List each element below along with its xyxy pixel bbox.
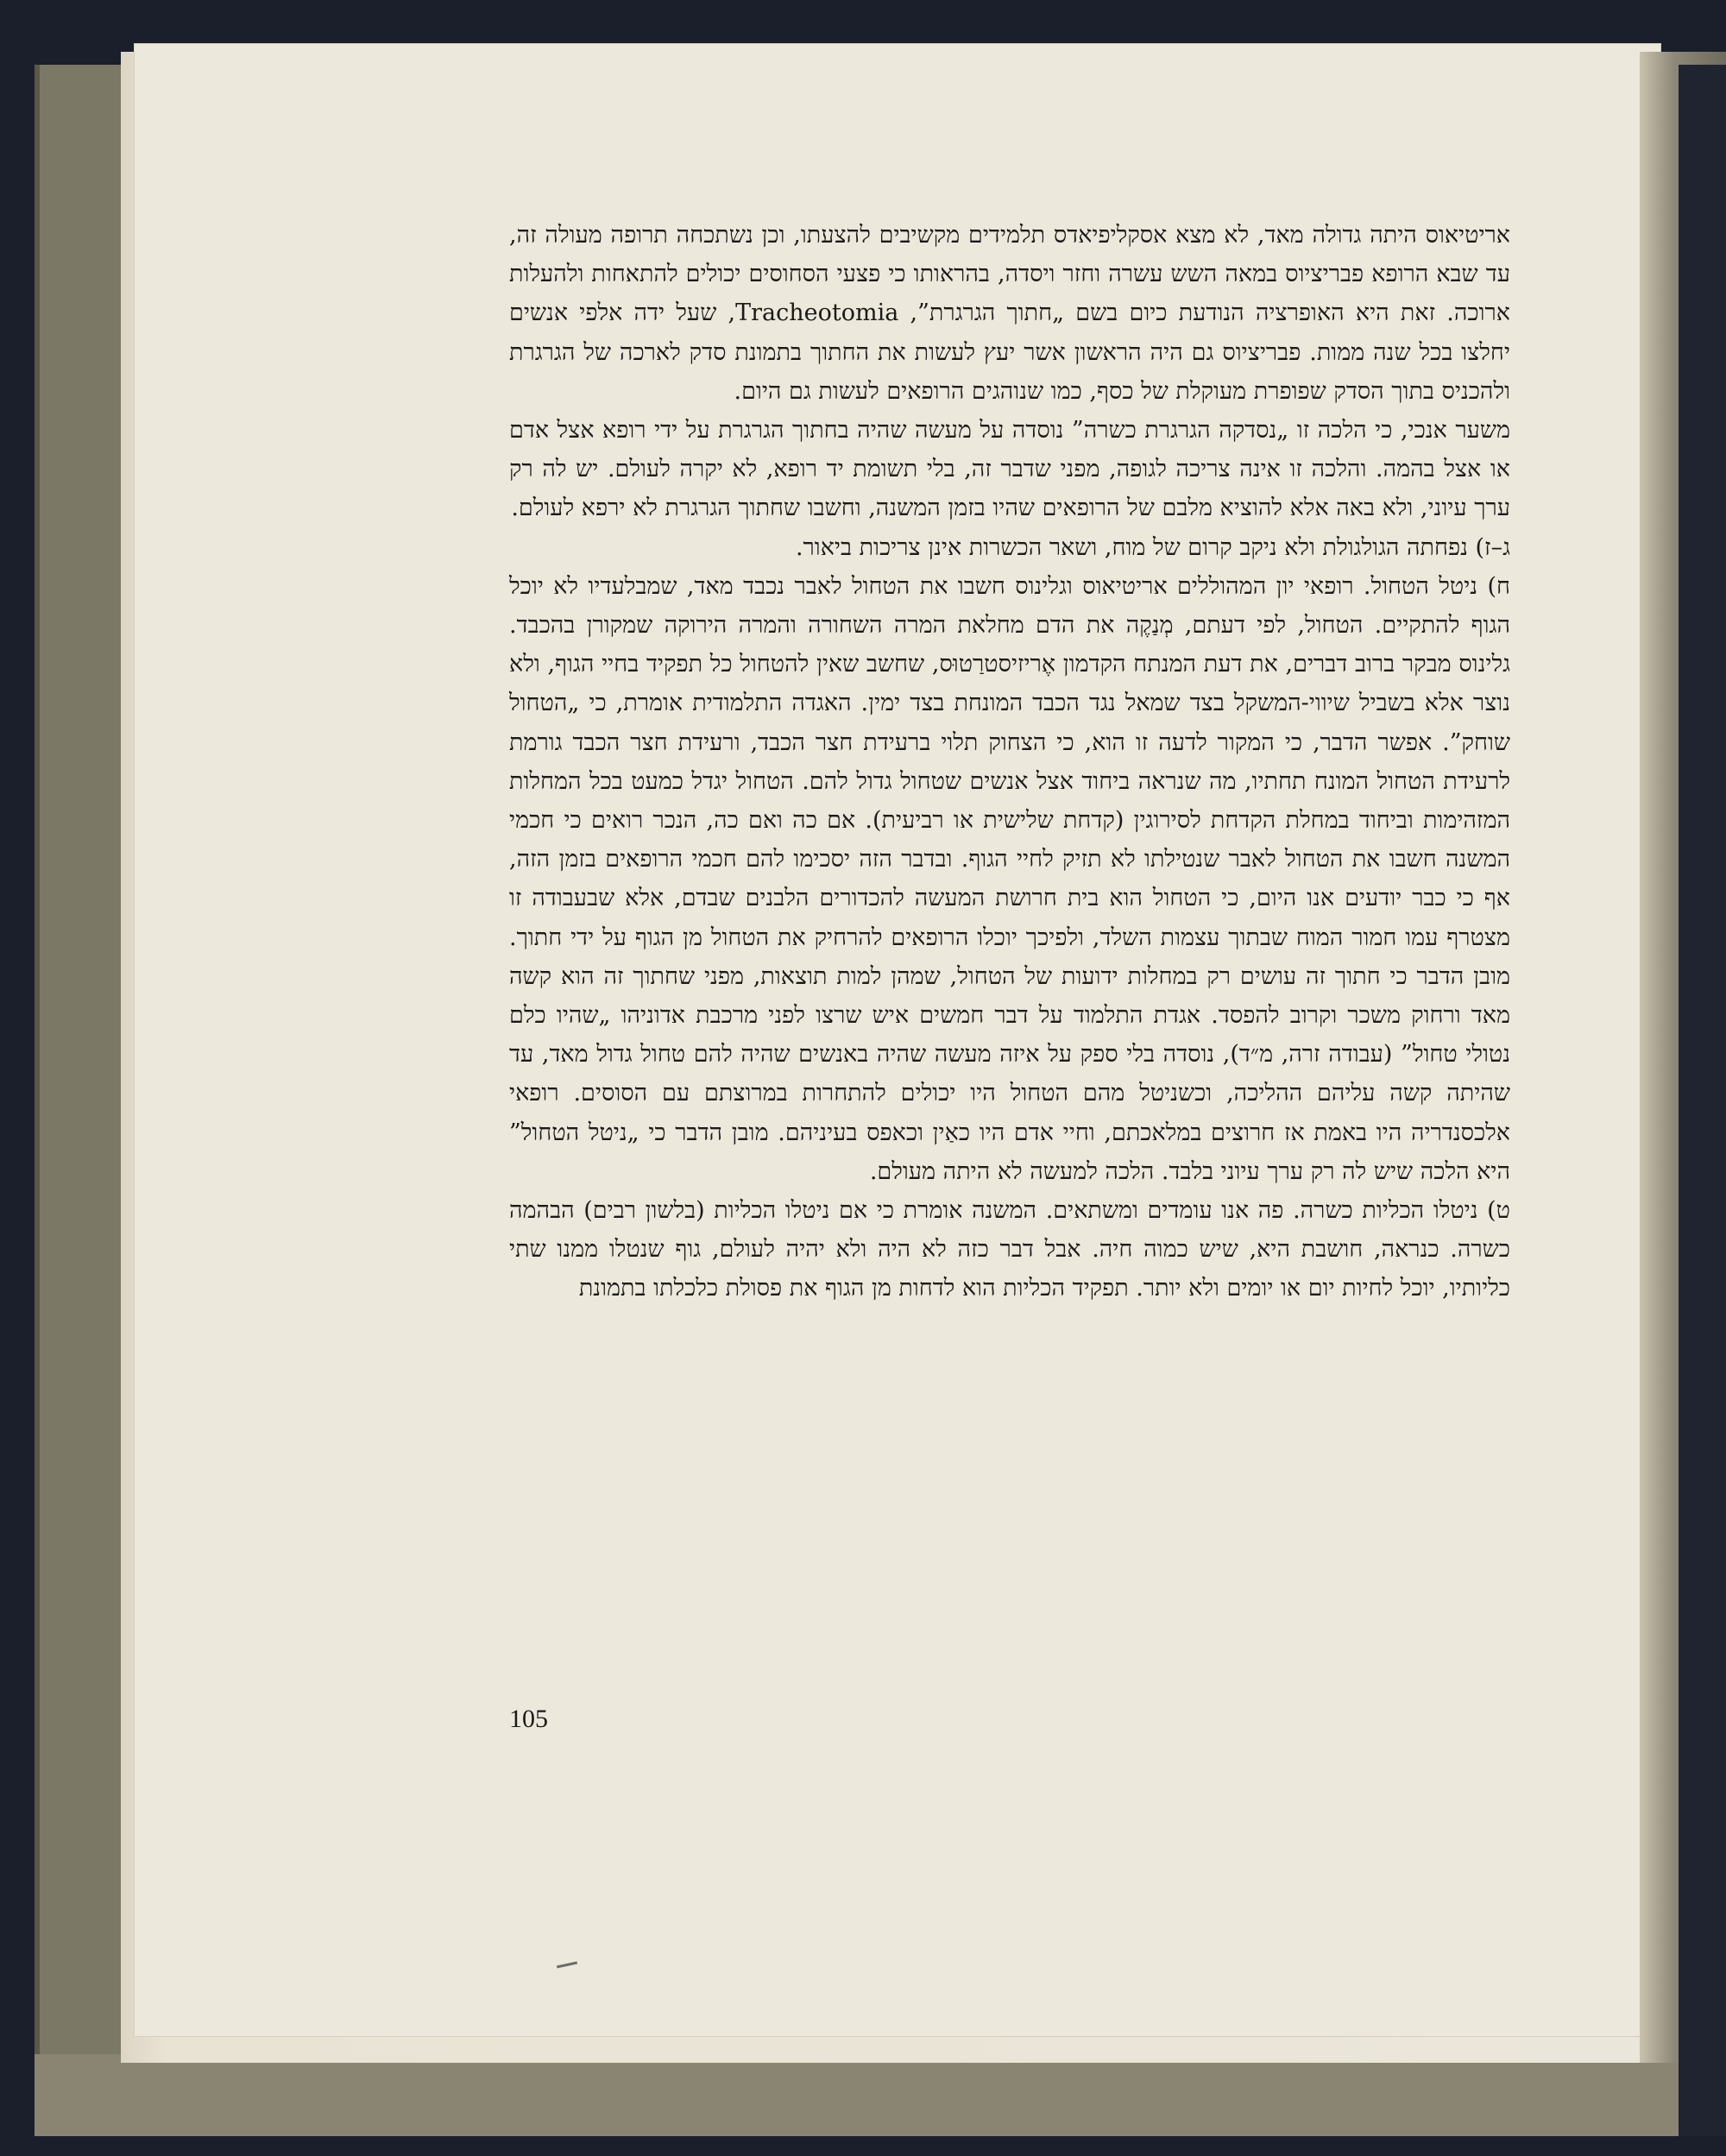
paragraph-5: ט) ניטלו הכליות כשרה. פה אנו עומדים ומשתאים. המשנה אומרת כי אם ניטלו הכליות (בלשון רבים) הבהמה כשרה. כנראה, חושבת היא, שיש כמוה חיה. אבל דבר כזה לא היה ולא יהיה לעולם, גוף שנטלו ממנו שתי כליותיו, יוכל לחיות יום או יומים ולא יותר. תפקיד הכליות הוא לדחות מן הגוף את פסולת כלכלתו בתמונת — [509, 1197, 1510, 1302]
right-cover-edge — [1679, 65, 1726, 2136]
paragraph-4: ח) ניטל הטחול. רופאי יון המהוללים אריטיאוס וגלינוס חשבו את הטחול לאבר נכבד מאד, שמבלעדיו לא יוכל הגוף להתקיים. הטחול, לפי דעתם, מְנַקֶה את הדם מחלאת המרה השחורה והמרה הירוקה שמקורן בהכבד. גלינוס מבקר ברוב דברים, את דעת המנתח הקדמון אֶריזיסטרַטוּס, שחשב שאין להטחול כל תפקיד בחיי הגוף, ולא נוצר אלא בשביל שיווי-המשקל בצד שמאל נגד הכבד המונחת בצד ימין. האגדה התלמודית אומרת, כי „הטחול שוחק”. אפשר הדבר, כי המקור לדעה זו הוא, כי הצחוק תלוי ברעידת חצר הכבד, ורעידת חצר הכבד גורמת לרעידת הטחול המונח תחתיו, מה שנראה ביחוד אצל אנשים שטחול גדול להם. הטחול יגדל כמעט בכל המחלות המזהימות וביחוד במחלת הקדחת לסירוגין (קדחת שלישית או רביעית). אם כה ואם כה, הנכר רואים כי חכמי המשנה חשבו את הטחול לאבר שנטילתו לא תזיק לחיי הגוף. ובדבר הזה יסכימו להם חכמי הרופאים בזמן הזה, אף כי כבר יודעים אנו היום, כי הטחול הוא בית חרושת המעשה להכדורים הלבנים שבדם, אלא שבעבודה זו מצטרף עמו חמור המוח שבתוך עצמות השלד, ולפיכך יוכלו הרופאים להרחיק את הטחול מן הגוף על ידי חתוך. מובן הדבר כי חתוך זה עושים רק במחלות ידועות של הטחול, שמהן למות תוצאות, מפני שחתוך זה הוא קשה מאד ורחוק משכר וקרוב להפסד. אגדת התלמוד על דבר חמשים איש שרצו לפני מרכבת אדוניהו „שהיו כלם נטולי טחול” (עבודה זרה, מ״ד), נוסדה בלי ספק על איזה מעשה שהיה באנשים שהיה להם טחול גדול מאד, עד שהיתה קשה עליהם ההליכה, וכשניטל מהם הטחול היו יכולים להתחרות במרוצתם עם הסוסים. רופאי אלכסנדריה היו באמת אז חרוצים במלאכתם, וחיי אדם היו כאַין וכאפס בעיניהם. מובן הדבר כי „ניטל הטחול” היא הלכה שיש לה רק ערך עיוני בלבד. הלכה למעשה לא היתה מעולם. — [509, 572, 1510, 1185]
book-cover-edge — [35, 2054, 1726, 2136]
paragraph-2: משער אנכי, כי הלכה זו „נסדקה הגרגרת כשרה” נוסדה על מעשה שהיה בחתוך הגרגרת על ידי רופא אצל אדם או אצל בהמה. והלכה זו אינה צריכה לגופה, מפני שדבר זה, בלי תשומת יד רופא, לא יקרה לעולם. יש לה רק ערך עיוני, ולא באה אלא להוציא מלבם של הרופאים שהיו בזמן המשנה, וחשבו שחתוך הגרגרת לא ירפא לעולם. — [509, 417, 1510, 522]
paragraph-1: אריטיאוס היתה גדולה מאד, לא מצא אסקליפיאדס תלמידים מקשיבים להצעתו, וכן נשתכחה תרופה מעולה זה, עד שבא הרופא פבריציוס במאה השש עשרה וחזר ויסדה, בהראותו כי פצעי הסחוסים יכולים להתאחות ולהעלות ארוכה. זאת היא האופרציה הנודעת כיום בשם „חתוך הגרגרת”, Tracheotomia, שעל ידה אלפי אנשים יחלצו בכל שנה ממות. פבריציוס גם היה הראשון אשר יעץ לעשות את החתוך בתמונת סדק לארכה של הגרגרת ולהכניס בתוך הסדק שפופרת מעוקלת של כסף, כמו שנוהגים הרופאים לעשות גם היום. — [509, 222, 1510, 405]
page-number: 105 — [509, 1705, 548, 1733]
paragraph-3: ג–ז) נפחתה הגולגולת ולא ניקב קרום של מוח, ושאר הכשרות אינן צריכות ביאור. — [795, 533, 1510, 561]
page-text — [509, 216, 1510, 1308]
